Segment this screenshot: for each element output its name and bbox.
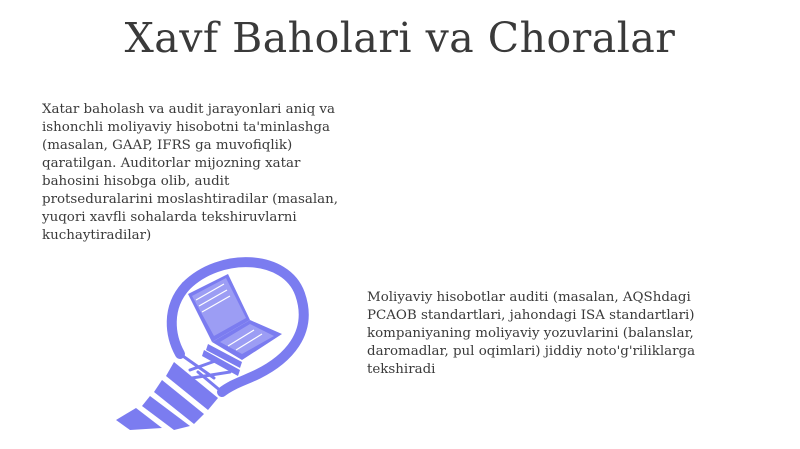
right-paragraph: Moliyaviy hisobotlar auditi (masalan, AQShdagi PCAOB standartlari, jahondagi ISA standartlari) kompaniyaning moliyaviy yozuvlarini (balanslar, daromadlar, pul oqimlari) jiddiy noto'g'riliklarga tekshiradi (367, 290, 696, 377)
slide-title: Xavf Baholari va Choralar (124, 14, 676, 62)
book-icon (188, 274, 282, 376)
lightbulb-with-book-icon (100, 250, 315, 430)
left-paragraph: Xatar baholash va audit jarayonlari aniq va ishonchli moliyaviy hisobotni ta'minlashga (masalan, GAAP, IFRS ga muvofiqlik) qaratilgan. Auditorlar mijozning xatar bahosini hisobga olib, audit protseduralarini moslashtiradilar (masalan, yuqori xavfli sohalarda tekshiruvlarni kuchaytiradilar) (42, 102, 339, 243)
